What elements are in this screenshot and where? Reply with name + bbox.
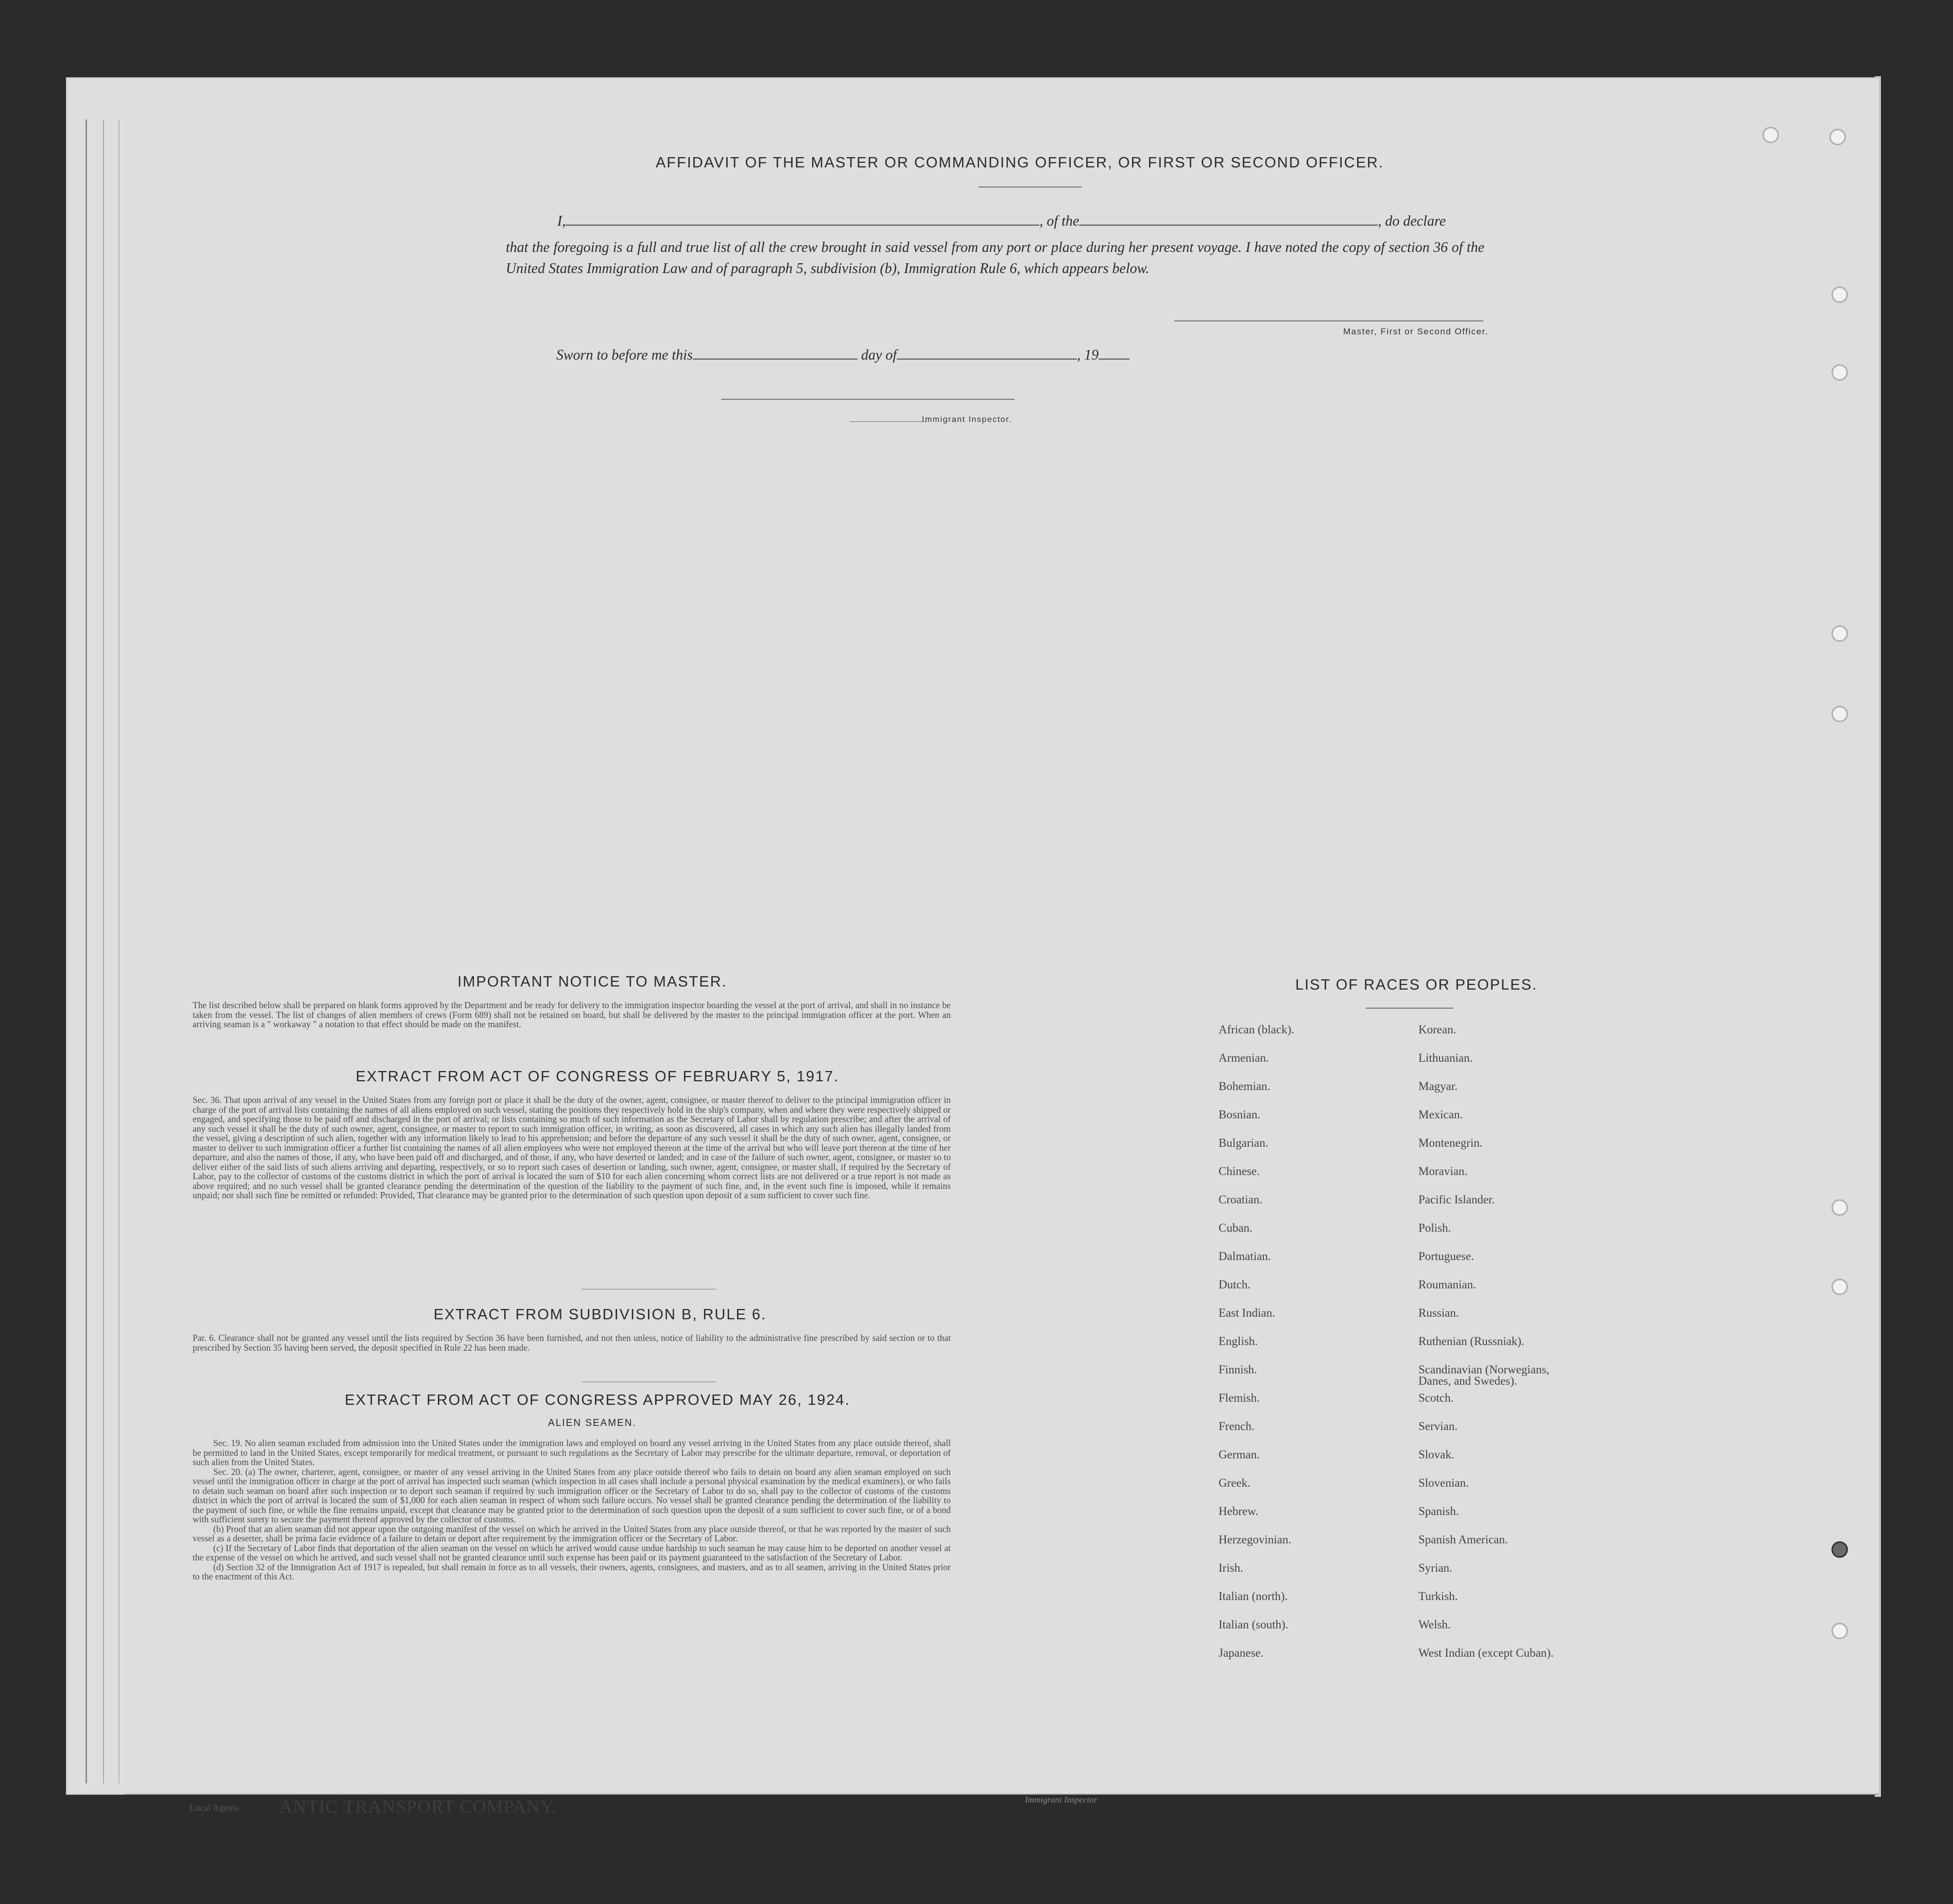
race-item: Chinese. bbox=[1219, 1165, 1260, 1178]
race-item: Bosnian. bbox=[1219, 1108, 1261, 1121]
notice-text: The list described below shall be prepared on blank forms approved by the Department and be ready for delivery to the immigration inspector boarding the vessel at the port of arrival, and shall in no instance be taken from the vessel. The list of changes of alien members of crews (Form 689) shall not be retained on board, but shall be delivered by the master to the principal immigration officer at the port. When an arriving seaman is a " workaway " a notation to that effect should be made on the manifest. bbox=[193, 1000, 951, 1029]
race-item: Roumanian. bbox=[1418, 1278, 1476, 1291]
race-item: Italian (north). bbox=[1219, 1590, 1288, 1603]
month-blank bbox=[897, 359, 1077, 360]
extract-1924-body bbox=[193, 1438, 951, 1582]
race-item: Mexican. bbox=[1418, 1108, 1463, 1121]
inspector-faint-label: Immigrant Inspector bbox=[1025, 1795, 1098, 1805]
of-the-label: , of the bbox=[1039, 213, 1080, 229]
declaration-line bbox=[557, 213, 1551, 230]
races-list-right bbox=[1418, 1024, 1645, 1676]
race-item: Montenegrin. bbox=[1418, 1136, 1483, 1149]
race-item: Slovenian. bbox=[1418, 1476, 1469, 1489]
race-item: Slovak. bbox=[1418, 1448, 1454, 1461]
race-item: Lithuanian. bbox=[1418, 1051, 1473, 1064]
sec-20a-paragraph: Sec. 20. (a) The owner, charterer, agent, consignee, or master of any vessel arriving in the United States from any place outside thereof who fails to detain on board any alien seaman employed on such vessel until the immigration officer in charge at the port of arrival has inspected such seaman (which inspection in all cases shall include a personal physical examination by the medical examiners), or who fails to detain such seaman on board after such inspection or to deport such seaman if required by such immigration officer or the Secretary of Labor to do so, shall pay to the collector of customs of the customs district in which the port of arrival is located the sum of $1,000 for each alien seaman in respect of whom such failure occurs. No vessel shall be granted clearance pending the determination of the liability to the payment of such fine, or while the fine remains unpaid, except that clearance may be granted prior to the determination of such question upon the deposit of a sum sufficient to cover such fine, or of a bond with sufficient surety to secure the payment thereof approved by the collector of customs. bbox=[193, 1466, 951, 1524]
race-item: French. bbox=[1219, 1420, 1255, 1433]
race-item: Turkish. bbox=[1418, 1590, 1458, 1603]
signature-line bbox=[1174, 320, 1483, 321]
day-blank bbox=[693, 359, 858, 360]
race-item: Magyar. bbox=[1418, 1080, 1458, 1093]
year-blank bbox=[1099, 359, 1129, 360]
race-item: Italian (south). bbox=[1219, 1618, 1289, 1631]
notice-title: IMPORTANT NOTICE TO MASTER. bbox=[457, 974, 727, 990]
race-item: Portuguese. bbox=[1418, 1250, 1474, 1263]
race-item: West Indian (except Cuban). bbox=[1418, 1646, 1554, 1659]
sec-19-paragraph: Sec. 19. No alien seaman excluded from admission into the United States under the immigration laws and employed on board any vessel arriving in the United States from any place outside thereof, shall be permitted to land in the United States, except temporarily for medical treatment, or pursuant to such regulations as the Secretary of Labor may prescribe for the ultimate departure, removal, or deportation of such alien from the United States. bbox=[193, 1438, 951, 1467]
local-agents-label: Local Agents bbox=[190, 1803, 239, 1813]
inspector-line bbox=[721, 399, 1015, 400]
extract-rule6-text: Par. 6. Clearance shall not be granted any vessel until the lists required by Section 36 have been furnished, and not then unless, notice of liability to the administrative fine prescribed by said section or to that prescribed by Section 35 having been served, the deposit specified in Rule 22 has been made. bbox=[193, 1333, 951, 1353]
affidavit-title: AFFIDAVIT OF THE MASTER OR COMMANDING OFFICER, OR FIRST OR SECOND OFFICER. bbox=[656, 155, 1384, 171]
race-item: Polish. bbox=[1418, 1221, 1451, 1234]
punch-hole bbox=[1831, 364, 1848, 381]
race-item: English. bbox=[1219, 1335, 1258, 1348]
day-of-label: day of bbox=[861, 347, 897, 363]
races-list-left bbox=[1219, 1024, 1414, 1676]
race-item: East Indian. bbox=[1219, 1306, 1275, 1319]
punch-hole bbox=[1831, 1279, 1848, 1295]
race-item: Welsh. bbox=[1418, 1618, 1451, 1631]
inspector-caption: Immigrant Inspector. bbox=[922, 415, 1012, 424]
race-item: Bohemian. bbox=[1219, 1080, 1271, 1093]
binding-line bbox=[85, 120, 87, 1783]
vessel-blank bbox=[1079, 225, 1378, 226]
race-item: Herzegovinian. bbox=[1219, 1533, 1292, 1546]
punch-hole bbox=[1829, 129, 1846, 145]
race-item: Servian. bbox=[1418, 1420, 1458, 1433]
binding-line bbox=[103, 120, 104, 1783]
extract-1917-title: EXTRACT FROM ACT OF CONGRESS OF FEBRUARY 5, 1917. bbox=[355, 1068, 840, 1085]
footer-rule bbox=[125, 1794, 1879, 1795]
affidavit-paragraph: that the foregoing is a full and true list of all the crew brought in said vessel from any port or place during her present voyage. I have noted the copy of section 36 of the United States Immigration Law and of paragraph 5, subdivision (b), Immigration Rule 6, which appears below. bbox=[506, 240, 1484, 277]
company-stamp: ANTIC TRANSPORT COMPANY. bbox=[279, 1796, 557, 1817]
race-item: Syrian. bbox=[1418, 1561, 1452, 1574]
race-item: Irish. bbox=[1219, 1561, 1243, 1574]
extract-rule6-title: EXTRACT FROM SUBDIVISION B, RULE 6. bbox=[433, 1306, 767, 1323]
race-item: Croatian. bbox=[1219, 1193, 1262, 1206]
sworn-line bbox=[556, 347, 1129, 364]
race-item: Scandinavian (Norwegians, Danes, and Swedes). bbox=[1418, 1363, 1550, 1387]
extract-1924-title: EXTRACT FROM ACT OF CONGRESS APPROVED MAY 26, 1924. bbox=[345, 1392, 850, 1408]
race-item: Spanish. bbox=[1418, 1505, 1459, 1518]
race-item: Pacific Islander. bbox=[1418, 1193, 1495, 1206]
race-item: Dalmatian. bbox=[1219, 1250, 1271, 1263]
inspector-short-line bbox=[850, 421, 927, 422]
sworn-label: Sworn to before me this bbox=[556, 347, 693, 363]
races-title-rule bbox=[1366, 1008, 1453, 1009]
alien-seamen-subtitle: ALIEN SEAMEN. bbox=[548, 1418, 637, 1429]
name-blank bbox=[566, 225, 1039, 226]
binding-line bbox=[118, 120, 119, 1783]
race-item: Moravian. bbox=[1418, 1165, 1468, 1178]
extract-1917-text: Sec. 36. That upon arrival of any vessel in the United States from any foreign port or place it shall be the duty of the owner, agent, consignee, or master thereof to deliver to the principal immigration officer in charge of the port of arrival lists containing the names of all aliens employed on such vessel, stating the positions they respectively hold in the ship's company, when and where they were respectively shipped or engaged, and specifying those to be paid off and discharged in the port of arrival; or lists containing so much of such information as the Secretary of Labor shall by regulation prescribe; and after the arrival of any such vessel it shall be the duty of such owner, agent, consignee, or master to report to such immigration officer, in writing, as soon as discovered, all cases in which any such alien has illegally landed from the vessel, giving a description of such alien, together with any information likely to lead to his apprehension; and before the departure of any such vessel it shall be the duty of such owner, agent, consignee, or master to deliver to such immigration officer a further list containing the names of all alien employees who were not employed thereon at the time of the arrival but who will leave port thereon at the time of her departure, and also the names of those, if any, who have been paid off and discharged, and of those, if any, who have deserted or landed; and in case of the failure of such owner, agent, consignee, or master so to deliver either of the said lists of such aliens arriving and departing, respectively, or so to report such cases of desertion or landing, such owner, agent, consignee, or master shall, if required by the Secretary of Labor, pay to the collector of customs of the customs district in which the port of arrival is located the sum of $10 for each alien concerning whom correct lists are not delivered or a true report is not made as above required; and no such vessel shall be granted clearance pending the determination of the question of the liability to the payment of such fine, and, in the event such fine is imposed, while it remains unpaid; nor shall such fine be remitted or refunded: Provided, That clearance may be granted prior to the determination of such question upon deposit of a sum sufficient to cover such fine. bbox=[193, 1095, 951, 1200]
punch-hole bbox=[1831, 286, 1848, 303]
punch-hole bbox=[1831, 625, 1848, 642]
punch-hole bbox=[1831, 1541, 1848, 1558]
punch-hole bbox=[1831, 1199, 1848, 1216]
race-item: Flemish. bbox=[1219, 1391, 1260, 1404]
race-item: Greek. bbox=[1219, 1476, 1250, 1489]
race-item: Spanish American. bbox=[1418, 1533, 1508, 1546]
race-item: Cuban. bbox=[1219, 1221, 1253, 1234]
year-label: , 19 bbox=[1077, 347, 1099, 363]
race-item: Finnish. bbox=[1219, 1363, 1257, 1376]
race-item: German. bbox=[1219, 1448, 1260, 1461]
race-item: Scotch. bbox=[1418, 1391, 1454, 1404]
race-item: Bulgarian. bbox=[1219, 1136, 1269, 1149]
punch-hole bbox=[1762, 127, 1779, 143]
race-item: African (black). bbox=[1219, 1023, 1294, 1036]
title-rule bbox=[979, 186, 1082, 188]
race-item: Dutch. bbox=[1219, 1278, 1250, 1291]
sec-20d-paragraph: (d) Section 32 of the Immigration Act of 1917 is repealed, but shall remain in force as to all vessels, their owners, agents, consignees, and masters, and as to all seamen, arriving in the United States prior to the enactment of this Act. bbox=[193, 1561, 951, 1582]
do-declare-label: , do declare bbox=[1378, 213, 1446, 229]
document-page bbox=[66, 77, 1880, 1817]
race-item: Hebrew. bbox=[1219, 1505, 1259, 1518]
race-item: Ruthenian (Russniak). bbox=[1418, 1335, 1524, 1348]
race-item: Korean. bbox=[1418, 1023, 1457, 1036]
race-item: Japanese. bbox=[1219, 1646, 1264, 1659]
sec-20b-paragraph: (b) Proof that an alien seaman did not appear upon the outgoing manifest of the vessel on which he arrived in the United States from any place outside thereof, or that he was reported by the master of such vessel as a deserter, shall be prima facie evidence of a failure to detain or deport after requirement by the immigration officer or the Secretary of Labor. bbox=[193, 1523, 951, 1543]
races-title: LIST OF RACES OR PEOPLES. bbox=[1295, 977, 1538, 993]
sec-20c-paragraph: (c) If the Secretary of Labor finds that deportation of the alien seaman on the vessel on which he arrived would cause undue hardship to such seaman he may cause him to be deported on another vessel at the expense of the vessel on which he arrived, and such vessel shall not be granted clearance until such expense has been paid or its payment guaranteed to the satisfaction of the Secretary of Labor. bbox=[193, 1542, 951, 1562]
i-label: I, bbox=[557, 213, 566, 229]
punch-hole bbox=[1831, 706, 1848, 722]
race-item: Russian. bbox=[1418, 1306, 1459, 1319]
punch-hole bbox=[1831, 1623, 1848, 1639]
race-item: Armenian. bbox=[1219, 1051, 1269, 1064]
signature-caption: Master, First or Second Officer. bbox=[1343, 327, 1488, 336]
